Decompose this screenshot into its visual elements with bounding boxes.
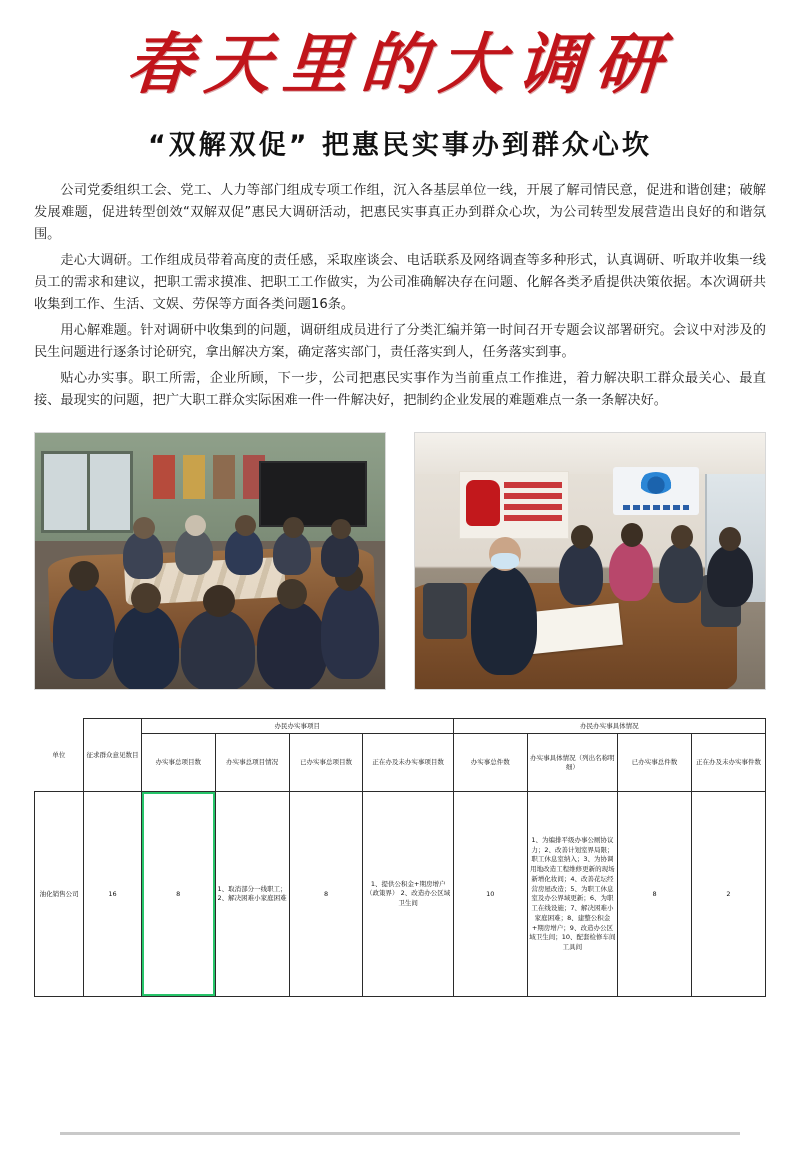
- photo-gallery: [34, 432, 766, 690]
- table-header-items-pending: 正在办及未办实事件数: [691, 734, 765, 792]
- fist-icon: [466, 480, 500, 526]
- table-row: [35, 792, 766, 997]
- table-header-items-done: 已办实事总件数: [618, 734, 692, 792]
- table-column-header-row: [35, 734, 766, 792]
- cell-items-done: 8: [618, 792, 692, 997]
- table-header-project-done: 已办实事总项目数: [289, 734, 363, 792]
- article-paragraph: 用心解难题。针对调研中收集到的问题，调研组成员进行了分类汇编并第一时间召开专题会议部署研究。会议中对涉及的民生问题进行逐条讨论研究，拿出解决方案，确定落实部门，责任落实到人，任务落实到事。: [34, 323, 766, 361]
- person: [321, 533, 359, 577]
- cell-items-pending: 2: [691, 792, 765, 997]
- wall-monitor: [259, 461, 367, 527]
- person: [321, 583, 379, 679]
- person: [471, 565, 537, 675]
- table-header-project-pending: 正在办及未办实事项目数: [363, 734, 453, 792]
- banner-text: [504, 482, 562, 522]
- table-group-header-row: [35, 719, 766, 734]
- wall-posters: [153, 455, 265, 499]
- footer-divider: [60, 1132, 740, 1135]
- table-group-header-items: 办民办实事具体情况: [453, 719, 765, 734]
- article-paragraph: 贴心办实事。职工所需，企业所顾，下一步，公司把惠民实事作为当前重点工作推进，着力解决职工群众最关心、最直接、最现实的问题，把广大职工群众实际困难一件一件解决好，把制约企业发展的难题难点一条一条解决好。: [34, 371, 766, 409]
- person: [659, 543, 703, 603]
- cell-items-detail: 1、为编排平级办事公厕协议力；2、改善计划室界局限；职工休息室纳入；3、为协调用地改造工程维修更新的现场新增化妆间；4、改善花坛经营房屋改造；5、为职工休息室及办公界域更新；6、为职工在线设施；7、解决困难小家庭困难；8、建整公积金+期房增户；9、改造办公区域卫生间；10、配套检修车间工具间: [527, 792, 617, 997]
- photo-conference-room-banner: [414, 432, 766, 690]
- table-header-project-total: 办实事总项目数: [141, 734, 215, 792]
- cell-project-pending: 1、提供公积金+期房增户（政策界） 2、改造办公区域卫生间: [363, 792, 453, 997]
- face-mask: [491, 553, 519, 569]
- person: [113, 605, 179, 690]
- window: [41, 451, 133, 533]
- page-title: 春天里的大调研: [124, 25, 676, 103]
- table-header-items-detail: 办实事具体情况（列出名称明细）: [527, 734, 617, 792]
- article-body: [34, 180, 766, 412]
- person: [53, 583, 115, 679]
- table-header-items-total: 办实事总件数: [453, 734, 527, 792]
- table-header-unit: 单位: [52, 750, 66, 759]
- cell-project-detail: 1、取消部分一线职工； 2、解决困难小家庭困难: [215, 792, 289, 997]
- person: [559, 543, 603, 605]
- page-subtitle: “双解双促” 把惠民实事办到群众心坎: [148, 130, 652, 162]
- company-logo: [613, 467, 699, 515]
- survey-table: [34, 718, 766, 997]
- table-header-opinions: 征求群众意见数目: [84, 719, 141, 792]
- article-paragraph: 走心大调研。工作组成员带着高度的责任感，采取座谈会、电话联系及网络调查等多种形式，认真调研、听取并收集一线员工的需求和建议，把职工需求摸准、把职工工作做实，为公司准确解决存在问题、化解各类矛盾提供决策依据。本次调研共收集到工作、生活、文娱、劳保等方面各类问题16条。: [34, 253, 766, 313]
- chair: [423, 583, 467, 639]
- person: [225, 529, 263, 575]
- article-paragraph: 公司党委组织工会、党工、人力等部门组成专项工作组，沉入各基层单位一线，开展了解司情民意，促进和谐创建；破解发展难题，促进转型创效“双解双促”惠民大调研活动，把惠民实事真正办到群众心坎，为公司转型发展营造出良好的和谐氛围。: [34, 183, 766, 243]
- cell-unit: 油化销售公司: [35, 792, 84, 997]
- cell-project-total[interactable]: 8: [141, 792, 215, 997]
- poster-page: [0, 25, 800, 1163]
- ceiling: [415, 433, 765, 474]
- person: [181, 609, 255, 690]
- person: [257, 601, 327, 690]
- table-header-project-detail: 办实事总项目情况: [215, 734, 289, 792]
- cell-items-total: 10: [453, 792, 527, 997]
- red-fist-banner: [459, 471, 569, 539]
- survey-table-wrapper: [34, 718, 766, 997]
- person: [175, 529, 213, 575]
- cell-opinions: 16: [84, 792, 141, 997]
- person: [609, 541, 653, 601]
- person: [707, 545, 753, 607]
- photo-meeting-room-long-table: [34, 432, 386, 690]
- cell-project-done: 8: [289, 792, 363, 997]
- table-group-header-projects: 办民办实事项目: [141, 719, 453, 734]
